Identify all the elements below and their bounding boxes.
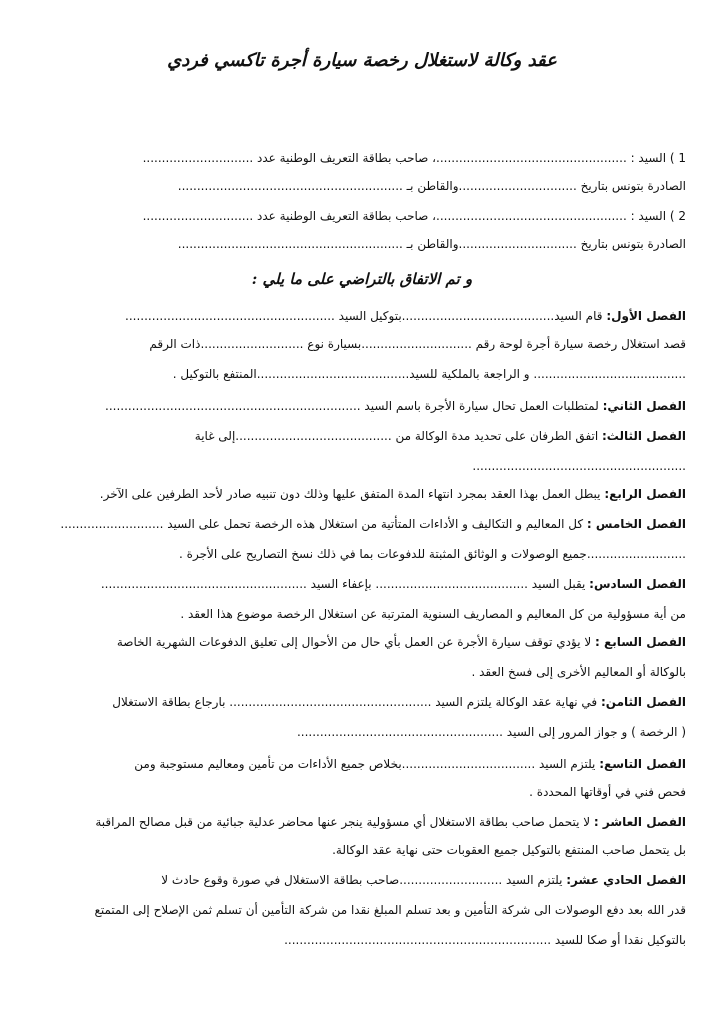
clause-line [36,694,686,710]
clause-text: لا يتحمل صاحب بطاقة الاستغلال أي مسؤولية ينجر عنها محاضر عدلية جبائية من قبل مصالح المراقبة [95,815,594,829]
clause-heading: الفصل التاسع: [599,757,686,771]
clause-text: ........................................................ [472,459,686,473]
clause-text: ........................................ و الراجعة بالملكية للسيد........................................المنتفع بالتوكيل . [172,367,686,381]
clause-line [36,664,686,680]
clause-line [36,366,686,382]
clause-text: من أية مسؤولية من كل المعاليم و المصاريف السنوية المترتبة عن استغلال الرخصة موضوع هذا العقد . [180,607,686,621]
clause-heading: الفصل الثامن: [600,695,686,709]
clause-line [36,516,686,532]
clause-text: كل المعاليم و التكاليف و الأداءات المتأتية من استغلال هذه الرخصة تحمل على السيد ........................... [60,517,587,531]
clause-heading: الفصل الثالث: [602,429,686,443]
clause-text: فحص فني في أوقاتها المحددة . [529,785,686,799]
clause-line [36,308,686,324]
clause-text: يلتزم السيد ...................................بخلاص جميع الأداءات من تأمين ومعاليم مستوجبة ومن [134,757,600,771]
clause-line [36,932,686,948]
clause-text: قام السيد........................................بتوكيل السيد ....................................................... [125,309,607,323]
party-line: 1 ) السيد : ..................................................، صاحب بطاقة التعريف الوطنية عدد ............................. [142,151,686,165]
clause-line [36,902,686,918]
clause-line [36,606,686,622]
clause-heading: الفصل الحادي عشر: [566,873,686,887]
clause-heading: الفصل الخامس : [586,517,686,531]
clause-text: بالوكالة أو المعاليم الأخرى إلى فسخ العقد . [471,665,686,679]
clause-heading: الفصل الرابع: [604,487,686,501]
clause-heading: الفصل العاشر : [593,815,686,829]
clause-line [36,486,686,502]
party-line: الصادرة بتونس بتاريخ ...............................والقاطن بـ ........................................................... [177,237,686,251]
clause-text: في نهاية عقد الوكالة يلتزم السيد ..................................................... بارجاع بطاقة الاستغلال [112,695,601,709]
clause-line [36,398,686,414]
clause-heading: الفصل الثاني: [602,399,686,413]
clause-text: بالتوكيل نقدا أو صكا للسيد ...................................................................... [284,933,686,947]
clause-line [36,458,686,474]
clause-text: ( الرخصة ) و جواز المرور إلى السيد ...................................................... [296,725,686,739]
clause-heading: الفصل السابع : [595,635,686,649]
clause-text: يلتزم السيد ...........................صاحب بطاقة الاستغلال في صورة وقوع حادث لا [161,873,567,887]
party-line: الصادرة بتونس بتاريخ ...............................والقاطن بـ ........................................................... [177,179,686,193]
clause-line [36,784,686,800]
clause-text: لمتطلبات العمل تحال سيارة الأجرة باسم السيد ................................................................... [105,399,603,413]
clause-text: قصد استغلال رخصة سيارة أجرة لوحة رقم .............................بسيارة نوع ...........................ذات الرقم [149,337,686,351]
clause-text: اتفق الطرفان على تحديد مدة الوكالة من .........................................إلى غاية [194,429,602,443]
clause-text: قدر الله بعد دفع الوصولات الى شركة التأمين و بعد تسلم المبلغ نقدا من شركة التأمين أن تسلم ثمن الإصلاح إلى المتمتع [94,903,686,917]
clause-text: ..........................جميع الوصولات و الوثائق المثبتة للدفوعات بما في ذلك نسخ التصاريح على الأجرة . [179,547,686,561]
clause-line [36,576,686,592]
clause-line [36,336,686,352]
clause-line [36,724,686,740]
party-line: 2 ) السيد : ..................................................، صاحب بطاقة التعريف الوطنية عدد ............................. [142,209,686,223]
clause-text: لا يؤدي توقف سيارة الأجرة عن العمل بأي حال من الأحوال إلى تعليق الدفوعات الشهرية الخاصة [116,635,596,649]
clause-text: يبطل العمل بهذا العقد بمجرد انتهاء المدة المتفق عليها وذلك دون تنبيه صادر لأحد الطرفين على الآخر. [99,487,605,501]
agreement-heading: و تم الاتفاق بالتراضي على ما يلي : [251,270,473,288]
clause-line [36,842,686,858]
clause-line [36,634,686,650]
clause-line [36,872,686,888]
clause-heading: الفصل السادس: [589,577,686,591]
clause-heading: الفصل الأول: [606,309,686,323]
clause-line [36,428,686,444]
clause-line [36,756,686,772]
clause-line [36,546,686,562]
clause-text: بل يتحمل صاحب المنتفع بالتوكيل جميع العقوبات حتى نهاية عقد الوكالة. [332,843,686,857]
clause-line [36,814,686,830]
clause-text: يقبل السيد ........................................ بإعفاء السيد ...................................................... [100,577,590,591]
document-title: عقد وكالة لاستغلال رخصة سيارة أجرة تاكسي فردي [167,50,557,71]
